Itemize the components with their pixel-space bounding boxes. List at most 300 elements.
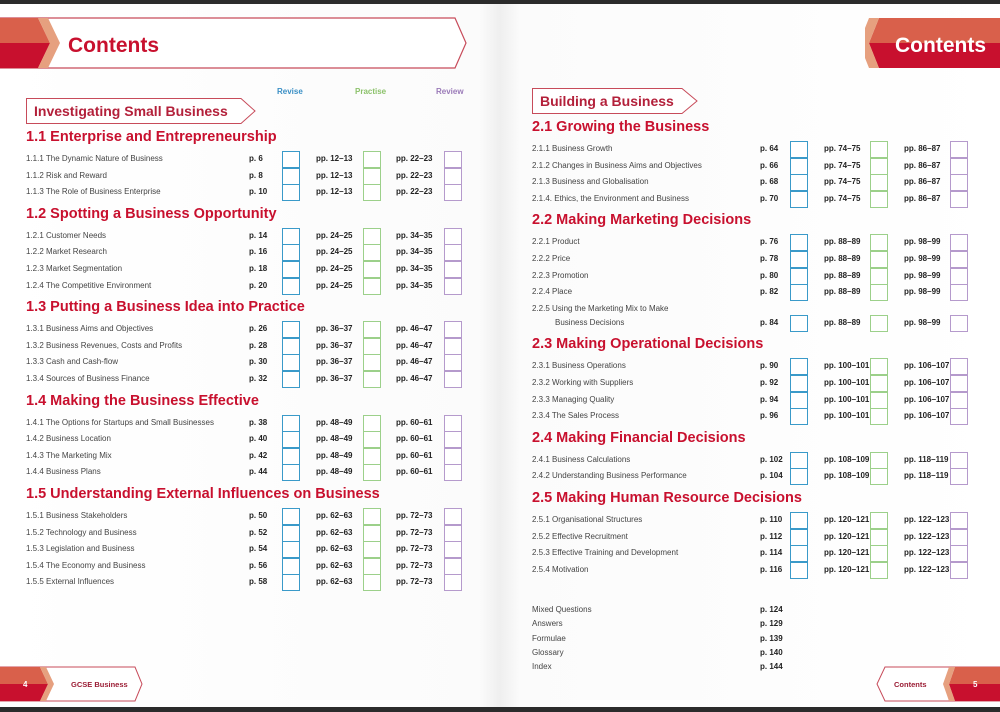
contents-row	[532, 158, 982, 175]
contents-row	[26, 558, 476, 575]
revise-checkbox[interactable]	[790, 234, 808, 251]
review-page-ref: pp. 46–47	[396, 357, 433, 367]
revise-page-ref: p. 8	[249, 170, 263, 180]
practise-page-ref: pp. 74–75	[824, 193, 861, 203]
practise-page-ref: pp. 88–89	[824, 254, 861, 263]
review-checkbox[interactable]	[444, 228, 462, 245]
revise-page-ref: p. 94	[760, 394, 779, 404]
contents-row	[26, 184, 476, 201]
review-page-ref: pp. 22–23	[396, 154, 433, 163]
review-checkbox[interactable]	[950, 268, 968, 285]
revise-checkbox[interactable]	[790, 468, 808, 485]
topic-title: 1.1.1 The Dynamic Nature of Business	[26, 154, 163, 163]
practise-checkbox[interactable]	[363, 448, 381, 465]
extra-page-ref: p. 124	[760, 605, 783, 614]
review-page-ref: pp. 98–99	[904, 270, 941, 280]
revise-checkbox[interactable]	[282, 431, 300, 448]
revise-checkbox[interactable]	[282, 338, 300, 355]
topic-title: 2.2.5 Using the Marketing Mix to Make	[532, 303, 669, 313]
review-page-ref: pp. 60–61	[396, 417, 433, 427]
revise-page-ref: p. 110	[760, 515, 783, 524]
review-checkbox[interactable]	[444, 508, 462, 525]
revise-checkbox[interactable]	[790, 268, 808, 285]
contents-row	[532, 512, 982, 529]
contents-row	[26, 574, 476, 591]
practise-page-ref: pp. 62–63	[316, 511, 353, 520]
revise-checkbox[interactable]	[282, 508, 300, 525]
practise-checkbox[interactable]	[870, 141, 888, 158]
section-title: 2.1 Growing the Business	[532, 119, 710, 135]
practise-checkbox[interactable]	[870, 158, 888, 175]
revise-checkbox[interactable]	[282, 278, 300, 295]
review-page-ref: pp. 122–123	[904, 515, 950, 524]
review-checkbox[interactable]	[444, 525, 462, 542]
revise-checkbox[interactable]	[282, 228, 300, 245]
practise-checkbox[interactable]	[363, 321, 381, 338]
revise-page-ref: p. 18	[249, 264, 268, 273]
practise-checkbox[interactable]	[363, 168, 381, 185]
revise-page-ref: p. 56	[249, 560, 268, 570]
revise-page-ref: p. 116	[760, 564, 783, 574]
extra-title: Answers	[532, 619, 563, 629]
practise-page-ref: pp. 62–63	[316, 544, 353, 554]
revise-label: Revise	[277, 87, 303, 96]
contents-row	[532, 141, 982, 158]
topic-title: 1.4.2 Business Location	[26, 434, 111, 444]
practise-checkbox[interactable]	[870, 512, 888, 529]
review-page-ref: pp. 34–35	[396, 264, 433, 273]
practise-page-ref: pp. 120–121	[824, 564, 870, 574]
revise-checkbox[interactable]	[282, 558, 300, 575]
book-title: GCSE Business	[71, 680, 128, 689]
section-title: 1.2 Spotting a Business Opportunity	[26, 205, 277, 222]
revise-checkbox[interactable]	[282, 541, 300, 558]
practise-checkbox[interactable]	[870, 191, 888, 208]
review-checkbox[interactable]	[950, 141, 968, 158]
practise-checkbox[interactable]	[363, 371, 381, 388]
review-page-ref: pp. 106–107	[904, 411, 950, 421]
revise-checkbox[interactable]	[282, 261, 300, 278]
revise-checkbox[interactable]	[282, 168, 300, 185]
practise-page-ref: pp. 62–63	[316, 560, 353, 570]
practise-page-ref: pp. 100–101	[824, 394, 870, 404]
practise-checkbox[interactable]	[870, 452, 888, 469]
review-page-ref: pp. 34–35	[396, 230, 433, 240]
revise-page-ref: p. 112	[760, 531, 783, 541]
review-page-ref: pp. 72–73	[396, 527, 433, 537]
revise-checkbox[interactable]	[790, 408, 808, 425]
section-title: 2.2 Making Marketing Decisions	[532, 212, 752, 229]
revise-checkbox[interactable]	[790, 529, 808, 546]
topic-title: 2.5.1 Organisational Structures	[532, 515, 643, 524]
practise-checkbox[interactable]	[363, 464, 381, 481]
contents-row	[26, 415, 476, 432]
revise-checkbox[interactable]	[282, 464, 300, 481]
topic-title: 1.1.2 Risk and Reward	[26, 170, 107, 180]
revise-page-ref: p. 82	[760, 287, 779, 297]
practise-checkbox[interactable]	[870, 358, 888, 375]
page-title: Contents	[895, 34, 986, 57]
extra-page-ref: p. 139	[760, 633, 783, 643]
contents-row	[532, 408, 982, 425]
revise-checkbox[interactable]	[282, 184, 300, 201]
revise-page-ref: p. 70	[760, 193, 779, 203]
revise-checkbox[interactable]	[790, 512, 808, 529]
review-checkbox[interactable]	[444, 415, 462, 432]
extras-row	[532, 659, 832, 676]
review-checkbox[interactable]	[950, 315, 968, 332]
review-checkbox[interactable]	[444, 168, 462, 185]
review-page-ref: pp. 86–87	[904, 177, 941, 187]
review-page-ref: pp. 118–119	[904, 471, 949, 481]
revise-checkbox[interactable]	[790, 358, 808, 375]
review-checkbox[interactable]	[950, 174, 968, 191]
practise-checkbox[interactable]	[363, 431, 381, 448]
contents-row	[26, 464, 476, 481]
revise-page-ref: p. 80	[760, 270, 779, 280]
revise-checkbox[interactable]	[790, 158, 808, 175]
topic-title: 1.1.3 The Role of Business Enterprise	[26, 187, 161, 197]
practise-page-ref: pp. 12–13	[316, 170, 353, 180]
contents-row	[532, 251, 982, 268]
revise-checkbox[interactable]	[282, 415, 300, 432]
extra-title: Formulae	[532, 633, 566, 643]
review-checkbox[interactable]	[950, 408, 968, 425]
practise-page-ref: pp. 88–89	[824, 270, 861, 280]
review-checkbox[interactable]	[950, 158, 968, 175]
footer-right	[875, 666, 1000, 702]
practise-page-ref: pp. 74–75	[824, 160, 861, 170]
topic-title: 2.1.1 Business Growth	[532, 144, 613, 153]
revise-page-ref: p. 66	[760, 160, 779, 170]
revise-checkbox[interactable]	[790, 392, 808, 409]
book-spread	[0, 4, 1000, 707]
topic-title: 2.1.2 Changes in Business Aims and Objectives	[532, 160, 702, 170]
review-page-ref: pp. 98–99	[904, 254, 941, 263]
review-checkbox[interactable]	[444, 558, 462, 575]
contents-row	[26, 278, 476, 295]
revise-page-ref: p. 64	[760, 144, 779, 153]
revise-page-ref: p. 114	[760, 548, 783, 558]
practise-page-ref: pp. 100–101	[824, 361, 870, 371]
review-page-ref: pp. 122–123	[904, 548, 950, 558]
practise-checkbox[interactable]	[870, 234, 888, 251]
practise-checkbox[interactable]	[870, 529, 888, 546]
contents-row	[26, 321, 476, 338]
review-page-ref: pp. 46–47	[396, 340, 433, 350]
practise-page-ref: pp. 24–25	[316, 230, 353, 240]
practise-checkbox[interactable]	[363, 574, 381, 591]
review-page-ref: pp. 118–119	[904, 454, 949, 464]
topic-title: 1.4.3 The Marketing Mix	[26, 450, 112, 460]
practise-checkbox[interactable]	[870, 545, 888, 562]
practise-page-ref: pp. 120–121	[824, 515, 870, 524]
revise-checkbox[interactable]	[790, 141, 808, 158]
contents-row	[532, 174, 982, 191]
page-number: 5	[973, 680, 978, 689]
revise-checkbox[interactable]	[790, 251, 808, 268]
header-banner-left	[0, 16, 468, 70]
revise-checkbox[interactable]	[282, 525, 300, 542]
topic-title: 2.3.3 Managing Quality	[532, 394, 615, 404]
contents-row	[26, 244, 476, 261]
review-checkbox[interactable]	[444, 541, 462, 558]
revise-checkbox[interactable]	[282, 321, 300, 338]
topic-title: 1.3.1 Business Aims and Objectives	[26, 324, 154, 334]
revise-page-ref: p. 90	[760, 361, 779, 371]
topic-title: 2.4.2 Understanding Business Performance	[532, 471, 687, 481]
review-checkbox[interactable]	[950, 191, 968, 208]
review-page-ref: pp. 122–123	[904, 564, 950, 574]
topic-title: 1.5.4 The Economy and Business	[26, 560, 146, 570]
practise-checkbox[interactable]	[363, 184, 381, 201]
revise-checkbox[interactable]	[282, 371, 300, 388]
review-label: Review	[436, 87, 464, 96]
revise-checkbox[interactable]	[282, 244, 300, 261]
practise-page-ref: pp. 62–63	[316, 577, 353, 587]
topic-title: 2.2.4 Place	[532, 287, 573, 297]
contents-row	[532, 375, 982, 392]
review-checkbox[interactable]	[950, 234, 968, 251]
review-checkbox[interactable]	[950, 529, 968, 546]
review-checkbox[interactable]	[950, 468, 968, 485]
extra-title: Glossary	[532, 647, 564, 657]
revise-checkbox[interactable]	[282, 354, 300, 371]
review-page-ref: pp. 60–61	[396, 434, 433, 444]
practise-page-ref: pp. 36–37	[316, 340, 353, 350]
review-checkbox[interactable]	[444, 371, 462, 388]
revise-page-ref: p. 16	[249, 247, 268, 257]
practise-checkbox[interactable]	[870, 562, 888, 579]
practise-checkbox[interactable]	[363, 228, 381, 245]
practise-page-ref: pp. 100–101	[824, 378, 870, 387]
practise-checkbox[interactable]	[363, 244, 381, 261]
revise-checkbox[interactable]	[790, 562, 808, 579]
review-checkbox[interactable]	[950, 452, 968, 469]
revise-checkbox[interactable]	[282, 574, 300, 591]
topic-title: 1.4.4 Business Plans	[26, 467, 101, 477]
topic-title: 1.3.3 Cash and Cash-flow	[26, 357, 119, 367]
topic-title: 2.3.1 Business Operations	[532, 361, 626, 371]
practise-page-ref: pp. 36–37	[316, 324, 353, 334]
practise-checkbox[interactable]	[363, 338, 381, 355]
review-checkbox[interactable]	[950, 545, 968, 562]
contents-row	[532, 452, 982, 469]
topic-title: 2.5.4 Motivation	[532, 564, 589, 574]
topic-title: 1.3.4 Sources of Business Finance	[26, 374, 150, 383]
review-page-ref: pp. 22–23	[396, 170, 433, 180]
practise-checkbox[interactable]	[870, 375, 888, 392]
revise-checkbox[interactable]	[282, 448, 300, 465]
practise-checkbox[interactable]	[870, 284, 888, 301]
review-checkbox[interactable]	[444, 574, 462, 591]
review-checkbox[interactable]	[444, 261, 462, 278]
revise-page-ref: p. 26	[249, 324, 268, 334]
practise-checkbox[interactable]	[363, 151, 381, 168]
revise-checkbox[interactable]	[790, 315, 808, 332]
revise-page-ref: p. 58	[249, 577, 268, 587]
review-page-ref: pp. 122–123	[904, 531, 950, 541]
footer-left	[0, 666, 145, 702]
topic-title: 1.2.2 Market Research	[26, 247, 107, 257]
contents-row	[532, 191, 982, 208]
topic-title: 2.3.4 The Sales Process	[532, 411, 620, 421]
revise-page-ref: p. 84	[760, 317, 779, 327]
extra-title: Mixed Questions	[532, 605, 592, 614]
revise-page-ref: p. 96	[760, 411, 779, 421]
topic-title: 2.1.3 Business and Globalisation	[532, 177, 649, 187]
review-page-ref: pp. 72–73	[396, 577, 433, 587]
review-page-ref: pp. 60–61	[396, 450, 433, 460]
contents-row	[532, 301, 982, 327]
part-banner	[26, 98, 256, 124]
review-page-ref: pp. 46–47	[396, 374, 433, 383]
contents-row	[532, 358, 982, 375]
revise-page-ref: p. 44	[249, 467, 268, 477]
revise-checkbox[interactable]	[790, 174, 808, 191]
contents-row	[26, 371, 476, 388]
revise-page-ref: p. 92	[760, 378, 779, 387]
review-page-ref: pp. 72–73	[396, 511, 433, 520]
practise-checkbox[interactable]	[363, 525, 381, 542]
review-checkbox[interactable]	[444, 431, 462, 448]
revise-checkbox[interactable]	[790, 375, 808, 392]
contents-row	[532, 545, 982, 562]
revise-checkbox[interactable]	[282, 151, 300, 168]
practise-page-ref: pp. 108–109	[824, 454, 870, 464]
topic-title: 2.1.4. Ethics, the Environment and Business	[532, 193, 689, 203]
contents-row	[26, 168, 476, 185]
section-title: 1.4 Making the Business Effective	[26, 392, 259, 409]
extra-page-ref: p. 140	[760, 647, 783, 657]
topic-title: 1.5.2 Technology and Business	[26, 527, 137, 537]
topic-title: 2.5.3 Effective Training and Development	[532, 548, 679, 558]
topic-title: 2.5.2 Effective Recruitment	[532, 531, 628, 541]
review-checkbox[interactable]	[950, 562, 968, 579]
contents-row	[26, 525, 476, 542]
practise-checkbox[interactable]	[870, 251, 888, 268]
practise-page-ref: pp. 12–13	[316, 187, 353, 197]
revise-checkbox[interactable]	[790, 452, 808, 469]
revise-page-ref: p. 20	[249, 280, 268, 290]
review-page-ref: pp. 98–99	[904, 237, 941, 247]
practise-checkbox[interactable]	[363, 354, 381, 371]
revise-checkbox[interactable]	[790, 545, 808, 562]
review-checkbox[interactable]	[444, 184, 462, 201]
review-checkbox[interactable]	[950, 251, 968, 268]
practise-page-ref: pp. 62–63	[316, 527, 353, 537]
practise-checkbox[interactable]	[363, 508, 381, 525]
revise-page-ref: p. 10	[249, 187, 268, 197]
review-checkbox[interactable]	[444, 464, 462, 481]
topic-title: 2.2.2 Price	[532, 254, 571, 263]
practise-checkbox[interactable]	[870, 408, 888, 425]
topic-title: 1.3.2 Business Revenues, Costs and Profits	[26, 340, 183, 350]
review-checkbox[interactable]	[444, 278, 462, 295]
practise-checkbox[interactable]	[363, 415, 381, 432]
practise-page-ref: pp. 120–121	[824, 531, 870, 541]
contents-row	[26, 541, 476, 558]
topic-title: 1.5.1 Business Stakeholders	[26, 511, 128, 520]
review-checkbox[interactable]	[444, 448, 462, 465]
contents-row	[26, 338, 476, 355]
revise-page-ref: p. 102	[760, 454, 783, 464]
review-page-ref: pp. 72–73	[396, 560, 433, 570]
part-title: Investigating Small Business	[34, 103, 228, 119]
practise-checkbox[interactable]	[363, 261, 381, 278]
contents-row	[26, 508, 476, 525]
header-banner-right	[865, 16, 1000, 70]
revise-page-ref: p. 104	[760, 471, 783, 481]
contents-row	[532, 268, 982, 285]
practise-page-ref: pp. 100–101	[824, 411, 870, 421]
topic-title: 1.5.3 Legislation and Business	[26, 544, 135, 554]
contents-row	[26, 228, 476, 245]
practise-page-ref: pp. 74–75	[824, 177, 861, 187]
practise-checkbox[interactable]	[363, 558, 381, 575]
review-checkbox[interactable]	[950, 392, 968, 409]
contents-row	[532, 562, 982, 579]
practise-checkbox[interactable]	[870, 174, 888, 191]
extra-title: Index	[532, 662, 552, 672]
review-checkbox[interactable]	[444, 338, 462, 355]
revise-page-ref: p. 14	[249, 230, 268, 240]
review-checkbox[interactable]	[444, 321, 462, 338]
revise-page-ref: p. 54	[249, 544, 268, 554]
review-checkbox[interactable]	[444, 354, 462, 371]
practise-checkbox[interactable]	[363, 278, 381, 295]
review-checkbox[interactable]	[444, 151, 462, 168]
right-page	[500, 4, 1000, 707]
practise-checkbox[interactable]	[870, 468, 888, 485]
practise-checkbox[interactable]	[870, 392, 888, 409]
review-checkbox[interactable]	[950, 358, 968, 375]
review-checkbox[interactable]	[950, 512, 968, 529]
review-page-ref: pp. 86–87	[904, 144, 941, 153]
revise-page-ref: p. 78	[760, 254, 779, 263]
review-checkbox[interactable]	[444, 244, 462, 261]
revise-page-ref: p. 76	[760, 237, 779, 247]
contents-row	[26, 151, 476, 168]
topic-title: 2.3.2 Working with Suppliers	[532, 378, 634, 387]
topic-title: 2.2.1 Product	[532, 237, 580, 247]
revise-checkbox[interactable]	[790, 191, 808, 208]
practise-page-ref: pp. 48–49	[316, 450, 353, 460]
section-title: 1.5 Understanding External Influences on Business	[26, 486, 380, 502]
practise-checkbox[interactable]	[363, 541, 381, 558]
review-checkbox[interactable]	[950, 375, 968, 392]
revise-page-ref: p. 32	[249, 374, 268, 383]
practise-page-ref: pp. 48–49	[316, 434, 353, 444]
section-label: Contents	[894, 680, 927, 689]
contents-row	[26, 448, 476, 465]
practise-checkbox[interactable]	[870, 268, 888, 285]
topic-title: 2.4.1 Business Calculations	[532, 454, 631, 464]
practise-page-ref: pp. 88–89	[824, 317, 861, 327]
topic-title: 1.5.5 External Influences	[26, 577, 115, 587]
revise-page-ref: p. 52	[249, 527, 268, 537]
practise-page-ref: pp. 24–25	[316, 264, 353, 273]
contents-row	[532, 468, 982, 485]
section-title: 1.1 Enterprise and Entrepreneurship	[26, 129, 277, 145]
practise-page-ref: pp. 24–25	[316, 280, 353, 290]
revise-checkbox[interactable]	[790, 284, 808, 301]
revise-page-ref: p. 28	[249, 340, 268, 350]
practise-checkbox[interactable]	[870, 315, 888, 332]
contents-row	[26, 261, 476, 278]
review-checkbox[interactable]	[950, 284, 968, 301]
topic-title-line2: Business Decisions	[555, 317, 625, 327]
